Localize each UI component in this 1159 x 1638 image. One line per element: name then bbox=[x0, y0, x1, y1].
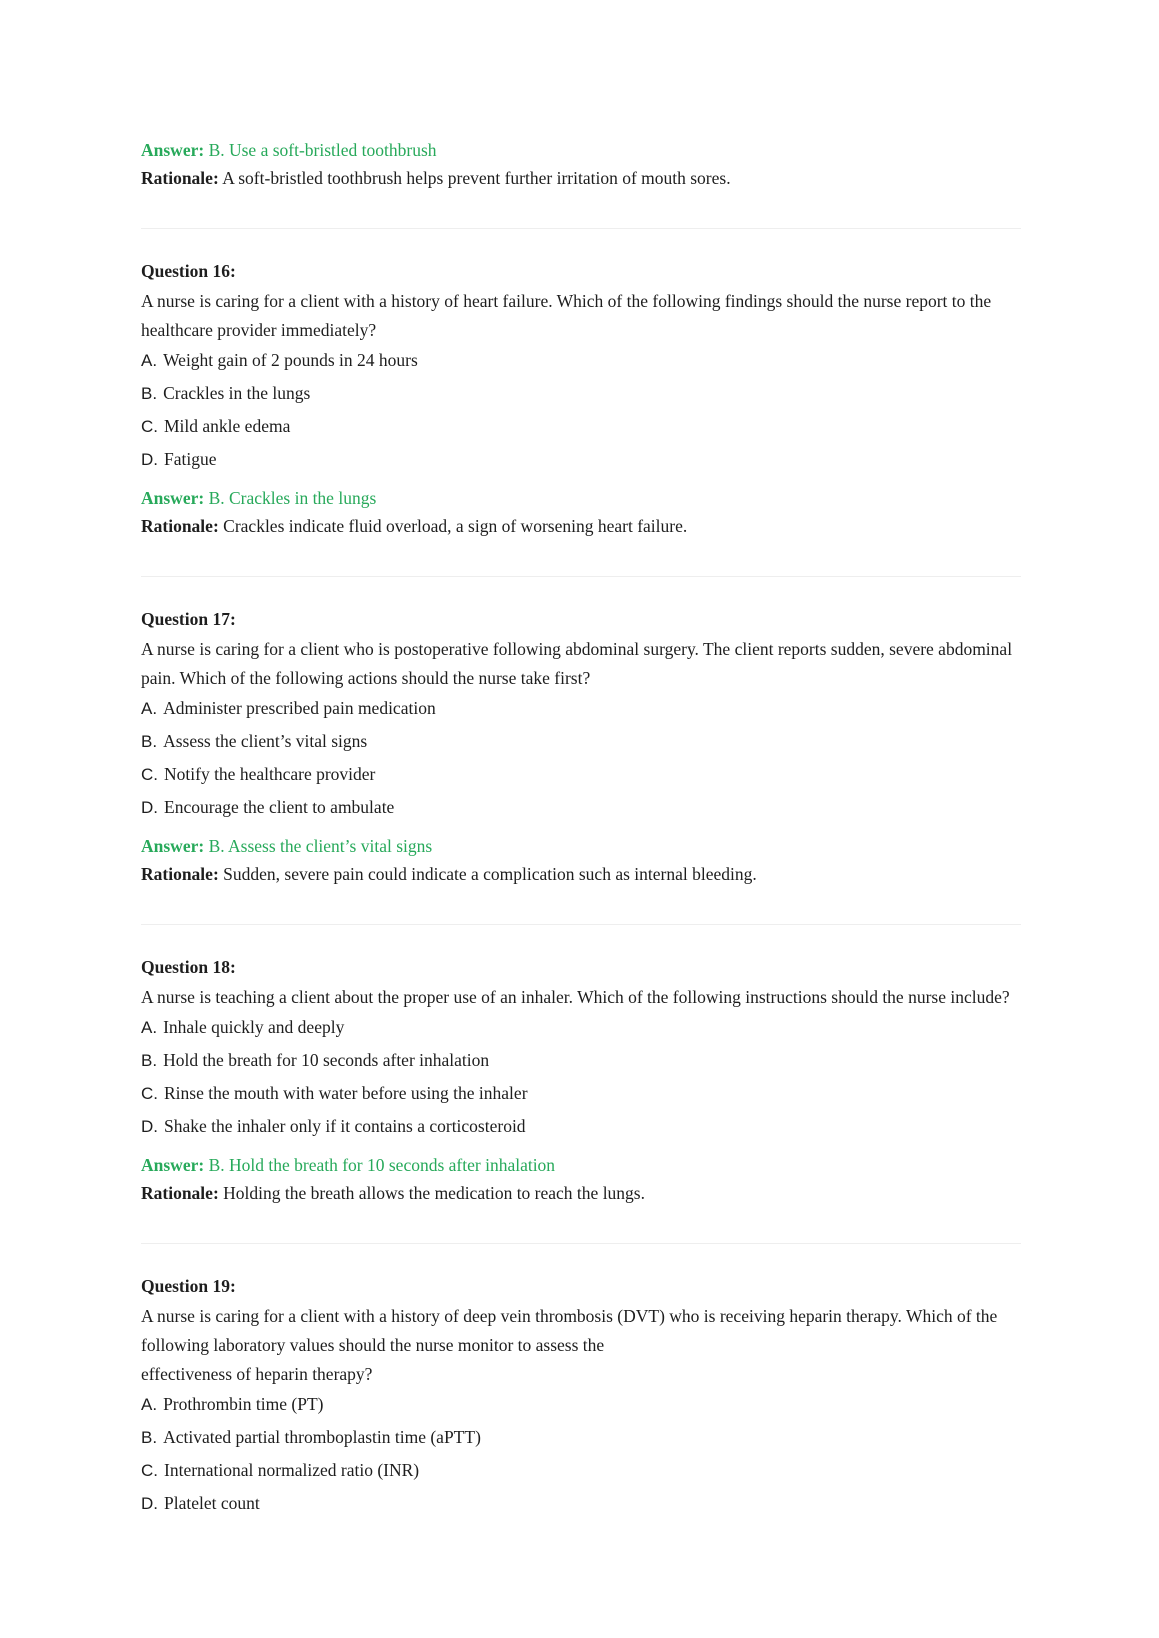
document-page bbox=[141, 138, 1021, 1524]
answer-block bbox=[141, 834, 1021, 886]
option-text: Encourage the client to ambulate bbox=[164, 797, 395, 817]
option-b bbox=[141, 729, 1021, 754]
rationale-label: Rationale: bbox=[141, 1183, 219, 1203]
option-text: Shake the inhaler only if it contains a corticosteroid bbox=[164, 1116, 526, 1136]
rationale-text: Sudden, severe pain could indicate a complication such as internal bleeding. bbox=[223, 864, 757, 884]
answer-block-prev bbox=[141, 138, 1021, 190]
option-c bbox=[141, 1081, 1021, 1106]
option-letter: D. bbox=[141, 450, 158, 469]
answer-label: Answer: bbox=[141, 836, 205, 856]
option-b bbox=[141, 381, 1021, 406]
option-text: Crackles in the lungs bbox=[163, 383, 311, 403]
rationale-line bbox=[141, 862, 1021, 886]
question-text: A nurse is caring for a client who is postoperative following abdominal surgery. The client reports sudden, severe abdominal pain. Which of the following actions should the nurse take first? bbox=[141, 639, 1013, 688]
options-list bbox=[141, 696, 1021, 820]
option-letter: B. bbox=[141, 384, 158, 403]
answer-line bbox=[141, 138, 1021, 162]
option-letter: C. bbox=[141, 417, 158, 436]
option-letter: C. bbox=[141, 765, 158, 784]
answer-label: Answer: bbox=[141, 140, 205, 160]
option-text: Hold the breath for 10 seconds after inhalation bbox=[163, 1050, 490, 1070]
answer-text: B. Crackles in the lungs bbox=[208, 488, 377, 508]
option-letter: B. bbox=[141, 732, 158, 751]
option-text: Administer prescribed pain medication bbox=[163, 698, 436, 718]
rationale-line bbox=[141, 514, 1021, 538]
option-text: Activated partial thromboplastin time (aPTT) bbox=[163, 1427, 481, 1447]
question-19 bbox=[141, 1274, 1021, 1516]
option-a bbox=[141, 696, 1021, 721]
option-text: Inhale quickly and deeply bbox=[163, 1017, 345, 1037]
option-letter: A. bbox=[141, 699, 158, 718]
option-d bbox=[141, 447, 1021, 472]
options-list bbox=[141, 1015, 1021, 1139]
options-list bbox=[141, 348, 1021, 472]
rationale-label: Rationale: bbox=[141, 516, 219, 536]
option-letter: A. bbox=[141, 1018, 158, 1037]
answer-line bbox=[141, 1153, 1021, 1177]
answer-block bbox=[141, 1153, 1021, 1205]
section-divider bbox=[141, 924, 1021, 925]
option-text: Prothrombin time (PT) bbox=[163, 1394, 324, 1414]
option-letter: A. bbox=[141, 1395, 158, 1414]
rationale-text: Holding the breath allows the medication to reach the lungs. bbox=[223, 1183, 645, 1203]
rationale-label: Rationale: bbox=[141, 168, 219, 188]
question-18 bbox=[141, 955, 1021, 1205]
option-c bbox=[141, 414, 1021, 439]
option-letter: D. bbox=[141, 798, 158, 817]
question-title: Question 19: bbox=[141, 1276, 236, 1296]
option-letter: B. bbox=[141, 1428, 158, 1447]
answer-text: B. Assess the client’s vital signs bbox=[208, 836, 433, 856]
answer-line bbox=[141, 486, 1021, 510]
section-divider bbox=[141, 228, 1021, 229]
question-title: Question 18: bbox=[141, 957, 236, 977]
question-16 bbox=[141, 259, 1021, 538]
option-text: Platelet count bbox=[164, 1493, 260, 1513]
option-text: Rinse the mouth with water before using the inhaler bbox=[164, 1083, 528, 1103]
option-b bbox=[141, 1425, 1021, 1450]
option-text: Weight gain of 2 pounds in 24 hours bbox=[163, 350, 418, 370]
option-letter: B. bbox=[141, 1051, 158, 1070]
question-text: A nurse is caring for a client with a history of deep vein thrombosis (DVT) who is receiving heparin therapy. Which of the following laboratory values should the nurse monitor to assess the bbox=[141, 1306, 998, 1355]
option-c bbox=[141, 762, 1021, 787]
option-letter: D. bbox=[141, 1494, 158, 1513]
option-d bbox=[141, 1114, 1021, 1139]
option-d bbox=[141, 795, 1021, 820]
option-a bbox=[141, 1015, 1021, 1040]
section-divider bbox=[141, 576, 1021, 577]
rationale-label: Rationale: bbox=[141, 864, 219, 884]
answer-label: Answer: bbox=[141, 488, 205, 508]
option-text: Assess the client’s vital signs bbox=[163, 731, 368, 751]
option-text: Mild ankle edema bbox=[164, 416, 291, 436]
question-text: A nurse is caring for a client with a history of heart failure. Which of the following findings should the nurse report to the healthcare provider immediately? bbox=[141, 291, 992, 340]
answer-text: B. Use a soft-bristled toothbrush bbox=[208, 140, 437, 160]
question-text: A nurse is teaching a client about the proper use of an inhaler. Which of the following instructions should the nurse include? bbox=[141, 987, 1010, 1007]
option-d bbox=[141, 1491, 1021, 1516]
option-letter: A. bbox=[141, 351, 158, 370]
answer-line bbox=[141, 834, 1021, 858]
question-text-cont: effectiveness of heparin therapy? bbox=[141, 1364, 373, 1384]
question-17 bbox=[141, 607, 1021, 886]
question-title: Question 17: bbox=[141, 609, 236, 629]
options-list bbox=[141, 1392, 1021, 1516]
option-a bbox=[141, 1392, 1021, 1417]
answer-text: B. Hold the breath for 10 seconds after inhalation bbox=[208, 1155, 556, 1175]
rationale-text: A soft-bristled toothbrush helps prevent further irritation of mouth sores. bbox=[222, 168, 731, 188]
option-letter: D. bbox=[141, 1117, 158, 1136]
option-text: International normalized ratio (INR) bbox=[164, 1460, 420, 1480]
option-text: Fatigue bbox=[164, 449, 217, 469]
section-divider bbox=[141, 1243, 1021, 1244]
answer-block bbox=[141, 486, 1021, 538]
option-letter: C. bbox=[141, 1084, 158, 1103]
option-letter: C. bbox=[141, 1461, 158, 1480]
option-text: Notify the healthcare provider bbox=[164, 764, 376, 784]
option-c bbox=[141, 1458, 1021, 1483]
option-b bbox=[141, 1048, 1021, 1073]
question-title: Question 16: bbox=[141, 261, 236, 281]
answer-label: Answer: bbox=[141, 1155, 205, 1175]
rationale-line bbox=[141, 1181, 1021, 1205]
rationale-line bbox=[141, 166, 1021, 190]
option-a bbox=[141, 348, 1021, 373]
rationale-text: Crackles indicate fluid overload, a sign of worsening heart failure. bbox=[223, 516, 688, 536]
